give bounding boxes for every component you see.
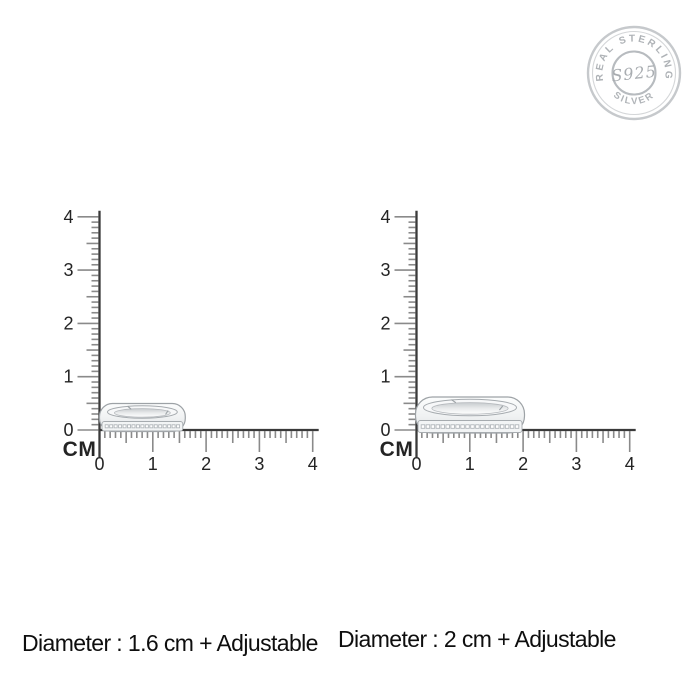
- ruler-number: 2: [518, 454, 529, 474]
- stone: [136, 425, 139, 428]
- ruler-number: 3: [63, 260, 74, 281]
- ruler-number: 2: [63, 313, 74, 334]
- stone: [150, 425, 153, 428]
- stone: [476, 425, 480, 429]
- ring-large: [416, 397, 525, 433]
- stone: [123, 425, 126, 428]
- ruler-number: 1: [147, 454, 158, 474]
- stone: [105, 425, 108, 428]
- stone: [481, 425, 485, 429]
- stone: [177, 425, 180, 428]
- ruler-number: 3: [571, 454, 582, 474]
- ruler-number: 0: [411, 454, 422, 474]
- stone: [510, 425, 514, 429]
- stone: [168, 425, 171, 428]
- stone: [172, 425, 175, 428]
- diameter-caption-large-ring: Diameter : 2 cm + Adjustable: [338, 626, 616, 652]
- ruler-right: [380, 207, 636, 474]
- stone: [132, 425, 135, 428]
- stone: [491, 425, 495, 429]
- ruler-number: 3: [254, 454, 265, 474]
- stone: [451, 425, 455, 429]
- stone: [119, 425, 122, 428]
- ruler-number: 0: [63, 420, 74, 440]
- ruler-number: 0: [94, 454, 105, 474]
- ruler-number: 2: [201, 454, 212, 474]
- stamp-center-text: S925: [610, 61, 658, 86]
- stone: [431, 425, 435, 429]
- stamp-bottom-text: SILVER: [611, 89, 657, 108]
- ruler-number: 4: [380, 206, 391, 227]
- stamp-top-text: REAL STERLING: [594, 33, 674, 82]
- ruler-number: 3: [380, 260, 391, 281]
- diameter-caption-small-ring: Diameter : 1.6 cm + Adjustable: [22, 630, 318, 656]
- stone: [127, 425, 130, 428]
- s925-hallmark-stamp: [588, 27, 680, 119]
- ruler-number: 1: [63, 366, 74, 387]
- stone: [154, 425, 157, 428]
- ruler-number: 1: [380, 366, 391, 387]
- ring-opening: [432, 403, 508, 415]
- stone: [110, 425, 113, 428]
- rings-layer: [100, 397, 525, 433]
- unit-label: CM: [379, 438, 414, 461]
- stone: [500, 425, 504, 429]
- stone: [426, 425, 430, 429]
- unit-label: CM: [62, 438, 97, 461]
- stone: [471, 425, 475, 429]
- ruler-number: 4: [624, 454, 635, 474]
- ruler-number: 4: [307, 454, 318, 474]
- ruler-number: 0: [380, 420, 391, 440]
- stone: [145, 425, 148, 428]
- stone: [461, 425, 465, 429]
- stone: [436, 425, 440, 429]
- stone: [505, 425, 509, 429]
- ring-opening: [114, 409, 170, 418]
- ring-small: [100, 404, 186, 432]
- stone: [163, 425, 166, 428]
- ruler-number: 4: [63, 206, 74, 227]
- stone: [114, 425, 117, 428]
- rulers-layer: [63, 207, 636, 474]
- stone: [421, 425, 425, 429]
- ruler-left: [63, 207, 319, 474]
- ruler-number: 2: [380, 313, 391, 334]
- stone: [515, 425, 519, 429]
- stone: [486, 425, 490, 429]
- stone: [466, 425, 470, 429]
- ruler-number: 1: [464, 454, 475, 474]
- stone: [446, 425, 450, 429]
- stone: [159, 425, 162, 428]
- stone: [141, 425, 144, 428]
- stone: [495, 425, 499, 429]
- stone: [441, 425, 445, 429]
- stone: [456, 425, 460, 429]
